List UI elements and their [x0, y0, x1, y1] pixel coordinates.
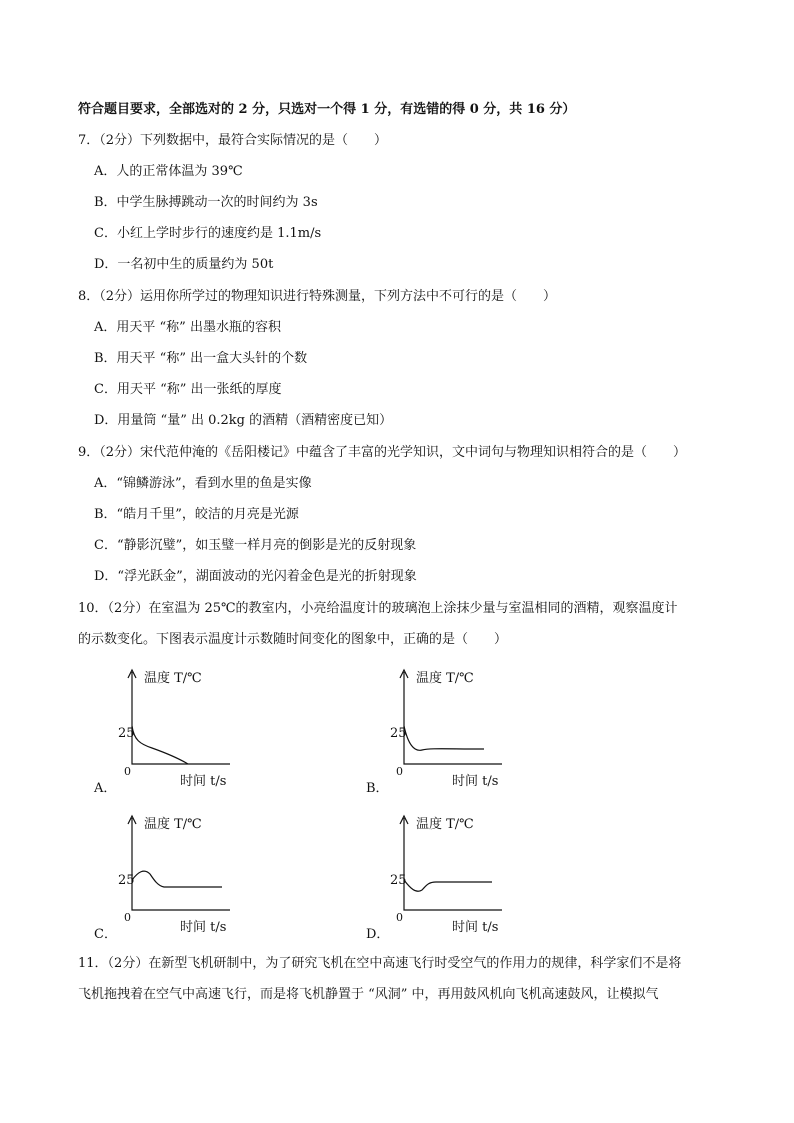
graph-b-tick-25: 25: [390, 726, 407, 741]
question-9-option-c: C．“静影沉璧”，如玉璧一样月亮的倒影是光的反射现象: [94, 538, 417, 553]
question-7-option-a: A．人的正常体温为 39℃: [94, 164, 243, 179]
graph-c-y-label: 温度 T/℃: [144, 817, 202, 832]
question-8-option-a: A．用天平 “称” 出墨水瓶的容积: [94, 320, 281, 335]
graph-d-x-label: 时间 t/s: [452, 920, 499, 935]
question-7-option-d: D．一名初中生的质量约为 50t: [94, 257, 274, 272]
graph-d-letter: D．: [366, 927, 390, 942]
question-7-option-b: B．中学生脉搏跳动一次的时间约为 3s: [94, 195, 318, 210]
question-8-option-b: B．用天平 “称” 出一盒大头针的个数: [94, 351, 308, 366]
graph-b-curve: [404, 726, 484, 750]
graph-c-x-label: 时间 t/s: [180, 920, 227, 935]
question-9-option-b: B．“皓月千里”，皎洁的月亮是光源: [94, 507, 299, 522]
graph-c: [118, 810, 258, 935]
graph-d: [390, 810, 530, 935]
graph-a-tick-25: 25: [118, 726, 135, 741]
question-8-option-c: C．用天平 “称” 出一张纸的厚度: [94, 382, 282, 397]
graph-a: [118, 664, 258, 789]
graph-b-letter: B．: [366, 781, 389, 796]
graph-d-y-label: 温度 T/℃: [416, 817, 474, 832]
question-11-stem-line1: 11．（2分）在新型飞机研制中，为了研究飞机在空中高速飞行时受空气的作用力的规律，科学家们不是将: [78, 956, 682, 971]
graph-c-curve: [132, 871, 222, 887]
graph-b: [390, 664, 530, 789]
graph-d-curve: [404, 880, 492, 891]
graph-a-y-label: 温度 T/℃: [144, 671, 202, 686]
graph-b-origin: 0: [396, 765, 403, 778]
graph-a-curve: [132, 726, 188, 764]
graph-c-tick-25: 25: [118, 873, 135, 888]
question-8-stem: 8．（2分）运用你所学过的物理知识进行特殊测量，下列方法中不可行的是（ ）: [78, 289, 557, 304]
question-9-stem: 9．（2分）宋代范仲淹的《岳阳楼记》中蕴含了丰富的光学知识，文中词句与物理知识相符合的是（ ）: [78, 445, 687, 460]
graph-a-x-label: 时间 t/s: [180, 774, 227, 789]
graph-c-origin: 0: [124, 911, 131, 924]
question-11-stem-line2: 飞机拖拽着在空气中高速飞行，而是将飞机静置于 “风洞” 中，再用鼓风机向飞机高速鼓风，让模拟气: [78, 987, 659, 1002]
section-instructions: 符合题目要求，全部选对的 2 分，只选对一个得 1 分，有选错的得 0 分，共 16 分）: [78, 102, 576, 117]
graph-c-letter: C．: [94, 927, 117, 942]
question-7-option-c: C．小红上学时步行的速度约是 1.1m/s: [94, 226, 322, 241]
graph-b-y-label: 温度 T/℃: [416, 671, 474, 686]
graph-d-tick-25: 25: [390, 873, 407, 888]
graph-a-letter: A．: [94, 781, 117, 796]
graph-a-origin: 0: [124, 765, 131, 778]
question-8-option-d: D．用量筒 “量” 出 0.2kg 的酒精（酒精密度已知）: [94, 413, 393, 428]
question-7-stem: 7．（2分）下列数据中，最符合实际情况的是（ ）: [78, 133, 388, 148]
graph-b-x-label: 时间 t/s: [452, 774, 499, 789]
question-10-stem-line2: 的示数变化。下图表示温度计示数随时间变化的图象中，正确的是（ ）: [78, 632, 508, 647]
graph-d-origin: 0: [396, 911, 403, 924]
question-9-option-a: A．“锦鳞游泳”，看到水里的鱼是实像: [94, 476, 312, 491]
question-10-stem-line1: 10．（2分）在室温为 25℃的教室内，小亮给温度计的玻璃泡上涂抹少量与室温相同的酒精，观察温度计: [78, 601, 678, 616]
question-9-option-d: D．“浮光跃金”，湖面波动的光闪着金色是光的折射现象: [94, 569, 417, 584]
